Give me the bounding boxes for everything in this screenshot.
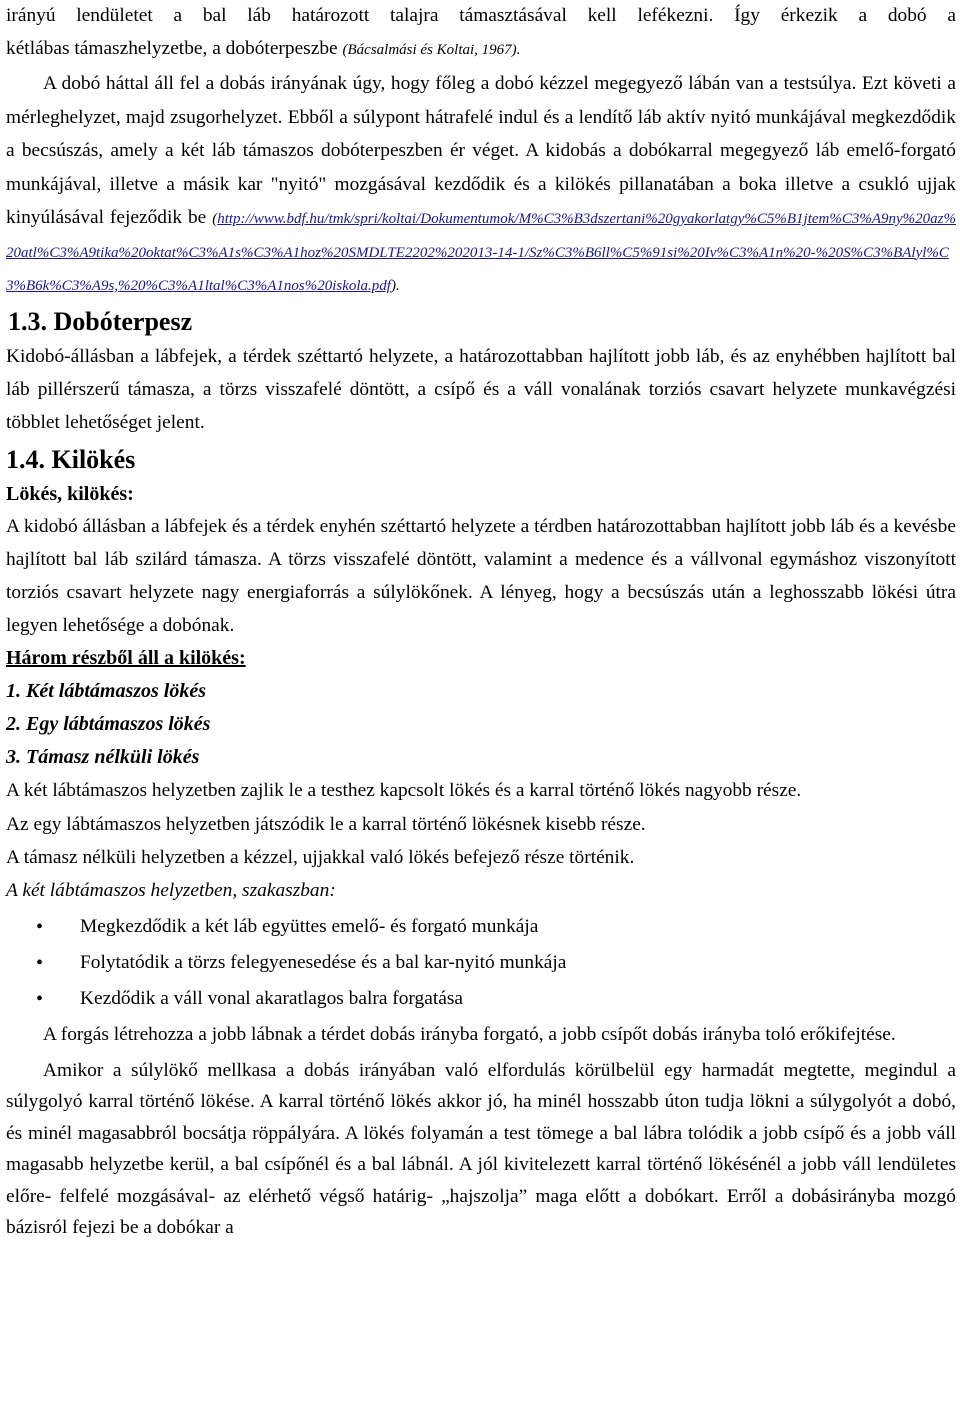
list-item-text: Megkezdődik a két láb együttes emelő- és forgató munkája [80, 915, 539, 937]
paragraph-technique [6, 67, 956, 302]
paragraph-intro [6, 0, 956, 67]
list-item [6, 981, 956, 1017]
paragraph-two-support: A két lábtámaszos helyzetben zajlik le a testhez kapcsolt lökés és a karral történő lökés nagyobb része. [6, 779, 802, 801]
bullet-icon: • [36, 987, 44, 1010]
bullet-icon: • [36, 915, 44, 938]
list-item-text: Folytatódik a törzs felegyenesedése és a bal kar-nyitó munkája [80, 951, 567, 973]
list-item [6, 909, 956, 945]
document-page [6, 0, 956, 1244]
paragraph-kilokes: A kidobó állásban a lábfejek és a térdek enyhén széttartó helyzete a térdben határozottabban hajlított jobb láb és a kevésbe hajlított bal láb szilárd támasza. A törzs visszafelé döntött, valamint a medence és a vállvonal egymáshoz viszonyított torziós csavart helyzete nagy energiaforrás a súlylökőnek. A lényeg, hogy a becsúszás után a leghosszabb lökési útra legyen lehetősége a dobónak. [6, 515, 956, 636]
part-item: 2. Egy lábtámaszos lökés [6, 712, 211, 735]
text-line [6, 32, 956, 67]
section-heading-1-4: 1.4. Kilökés [6, 444, 136, 474]
part-item: 1. Két lábtámaszos lökés [6, 679, 207, 702]
list-item-text: Kezdődik a váll vonal akaratlagos balra forgatása [80, 987, 463, 1009]
citation: (Bácsalmási és Koltai, 1967). [342, 42, 521, 58]
paragraph-rotation: A forgás létrehozza a jobb lábnak a térdet dobás irányba forgató, a jobb csípőt dobás irányba toló erőkifejtése. [43, 1023, 896, 1045]
paragraph-arm-push: Amikor a súlylökő mellkasa a dobás irányában való elfordulás körülbelül egy harmadát megtette, megindul a súlygolyó karral történő lökése. A karral történő lökés akkor jó, ha minél hosszabb úton tudja lökni a súlygolyót a dobó, és minél magasabbról bocsátja röppályára. A lökés folyamán a test tömege a bal lábra tolódik a jobb csípő és a jobb váll magasabb helyzetbe kerül, a bal csípőnél és a bal lábnál. A jól kivitelezett karral történő lökésénél a jobb váll lendületes előre- felfelé mozgásával- az elérhető végső határig- „hajszolja” maga előtt a dobókart. Erről a dobásirányba mozgó bázisról fejezi be a dobókar a [6, 1059, 956, 1238]
link-close-paren: ). [390, 278, 400, 294]
text-span: kétlábas támaszhelyzetbe, a dobóterpeszbe [6, 38, 343, 59]
source-link[interactable]: http://www.bdf.hu/tmk/spri/koltai/Dokumentumok/M%C3%B3dszertani%20gyakorlatgy%C5%B1jtem%C3%A9ny%20az%20atl%C3%A9tika%20oktat%C3%A1s%C3%A1hoz%20SMDLTE2202%202013-14-1/Sz%C3%B6ll%C5%91si%20Iv%C3%A1n%20-%20S%C3%BAlyl%C3%B6k%C3%A9s,%20%C3%A1ltal%C3%A1nos%20iskola.pdf [6, 211, 956, 294]
link-open-paren: ( [212, 211, 218, 227]
phase-intro: A két lábtámaszos helyzetben, szakaszban: [6, 879, 336, 901]
bullet-list [6, 909, 956, 1017]
part-item: 3. Támasz nélküli lökés [6, 745, 200, 768]
bullet-icon: • [36, 951, 44, 974]
paragraph-one-support: Az egy lábtámaszos helyzetben játszódik le a karral történő lökésnek kisebb része. [6, 813, 646, 835]
paragraph-text: A dobó háttal áll fel a dobás irányának úgy, hogy főleg a dobó kézzel megegyező lábán van a testsúlya. Ezt követi a mérleghelyzet, majd zsugorhelyzet. Ebből a súlypont hátrafelé indul és a lendítő láb aktív nyitó munkájával megkezdődik a becsúszás, amely a két láb támaszos dobóterpeszben ér véget. A kidobás a dobókarral megegyező láb emelő-forgató munkájával, illetve a másik kar "nyitó" mozgásával kezdődik és a kilökés pillanatában a boka illetve a csukló ujjak kinyúlásával fejeződik be [6, 73, 956, 228]
section-heading-1-3: 1.3. Dobóterpesz [8, 306, 193, 336]
paragraph-doboterpesz: Kidobó-állásban a lábfejek, a térdek széttartó helyzete, a határozottabban hajlított jobb láb, és az enyhébben hajlított bal láb pillérszerű támasza, a törzs visszafelé döntött, a csípő és a váll vonalának torziós csavart helyzete munkavégzési többlet lehetőséget jelent. [6, 345, 956, 433]
text-line: irányú lendületet a bal láb határozott talajra támasztásával kell lefékezni. Így érkezik a dobó a [6, 5, 956, 26]
paragraph-no-support: A támasz nélküli helyzetben a kézzel, ujjakkal való lökés befejező része történik. [6, 846, 635, 868]
list-item [6, 945, 956, 981]
parts-heading: Három részből áll a kilökés: [6, 646, 246, 669]
subheading-lokes: Lökés, kilökés: [6, 482, 134, 505]
